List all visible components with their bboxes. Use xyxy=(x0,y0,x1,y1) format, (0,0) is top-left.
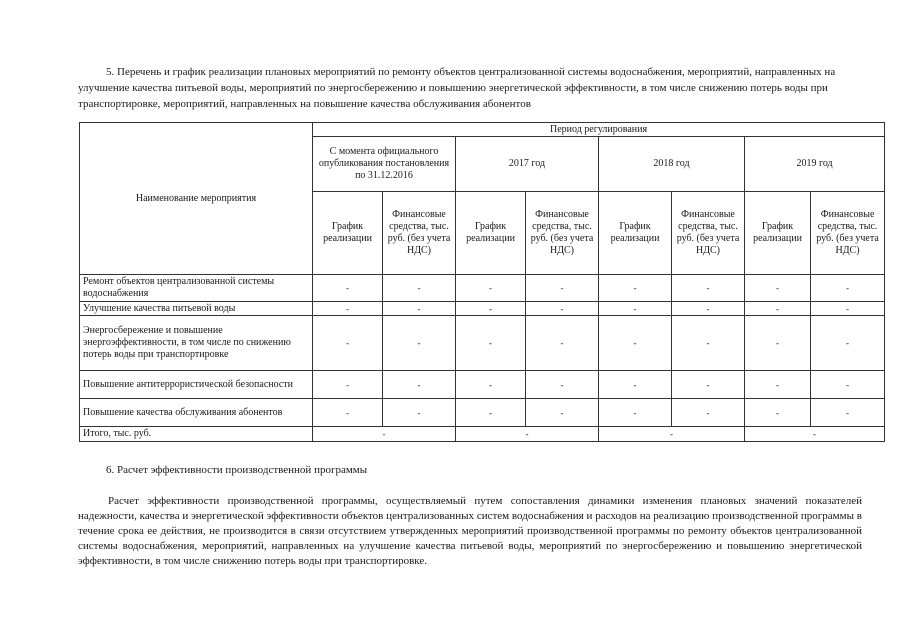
table-cell: - xyxy=(811,275,885,302)
period-header: Период регулирования xyxy=(313,123,885,137)
table-cell: - xyxy=(599,371,672,399)
table-cell: - xyxy=(526,275,599,302)
table-cell: - xyxy=(745,275,811,302)
table-cell: - xyxy=(383,371,456,399)
schedule-header: График реализации xyxy=(599,192,672,275)
finance-header: Финансовые средства, тыс. руб. (без учета НДС) xyxy=(526,192,599,275)
table-row xyxy=(80,316,885,371)
table-cell: - xyxy=(456,316,526,371)
total-label: Итого, тыс. руб. xyxy=(80,427,313,442)
schedule-header: График реализации xyxy=(745,192,811,275)
table-row xyxy=(80,371,885,399)
activity-name: Повышение антитеррористической безопасности xyxy=(80,371,313,399)
section5-heading: 5. Перечень и график реализации плановых мероприятий по ремонту объектов централизованной системы водоснабжения, мероприятий, направленных на улучшение качества питьевой воды, мероприятий по энергосбережению и повышению энергетической эффективности, в том числе снижению потерь воды при транспортировке, мероприятий, направленных на повышение качества обслуживания абонентов xyxy=(78,66,836,110)
table-cell: - xyxy=(383,399,456,427)
schedule-header: График реализации xyxy=(313,192,383,275)
table-cell: - xyxy=(599,302,672,316)
table-cell: - xyxy=(599,399,672,427)
table-cell: - xyxy=(526,316,599,371)
table-cell: - xyxy=(313,275,383,302)
total-cell: - xyxy=(456,427,599,442)
table-cell: - xyxy=(526,302,599,316)
period-header-2018: 2018 год xyxy=(599,137,745,192)
table-cell: - xyxy=(313,399,383,427)
schedule-header: График реализации xyxy=(456,192,526,275)
section6-heading: 6. Расчет эффективности производственной программы xyxy=(106,464,368,476)
table-cell: - xyxy=(672,316,745,371)
finance-header: Финансовые средства, тыс. руб. (без учета НДС) xyxy=(383,192,456,275)
table-cell: - xyxy=(313,371,383,399)
table-cell: - xyxy=(383,316,456,371)
section6-paragraph: Расчет эффективности производственной программы, осуществляемый путем сопоставления динамики изменения плановых значений показателей надежности, качества и энергетической эффективности объектов централизованных систем водоснабжения и расходов на реализацию производственной программы в течение срока ее действия, не производится в связи отсутствием утвержденных мероприятий производственной программы по ремонту объектов централизованной системы водоснабжения, мероприятий, направленных на улучшение качества питьевой воды, мероприятий по энергосбережению и повышению энергетической эффективности, в том числе снижению потерь воды при транспортировке. xyxy=(78,495,862,567)
table-cell: - xyxy=(456,399,526,427)
name-column-header: Наименование мероприятия xyxy=(80,123,313,275)
table-row xyxy=(80,275,885,302)
table-cell: - xyxy=(383,302,456,316)
table-row xyxy=(80,399,885,427)
activity-name: Энергосбережение и повышение энергоэффективности, в том числе по снижению потерь воды при транспортировке xyxy=(80,316,313,371)
table-cell: - xyxy=(745,316,811,371)
total-cell: - xyxy=(313,427,456,442)
table-cell: - xyxy=(313,302,383,316)
total-cell: - xyxy=(599,427,745,442)
table-cell: - xyxy=(672,275,745,302)
total-cell: - xyxy=(745,427,885,442)
table-cell: - xyxy=(811,399,885,427)
table-cell: - xyxy=(526,399,599,427)
plan-table xyxy=(79,122,885,442)
table-cell: - xyxy=(811,302,885,316)
period-header-initial: С момента официального опубликования постановления по 31.12.2016 xyxy=(313,137,456,192)
table-cell: - xyxy=(599,316,672,371)
table-cell: - xyxy=(745,371,811,399)
table-cell: - xyxy=(456,275,526,302)
table-cell: - xyxy=(313,316,383,371)
period-header-2019: 2019 год xyxy=(745,137,885,192)
table-cell: - xyxy=(672,302,745,316)
table-cell: - xyxy=(526,371,599,399)
table-cell: - xyxy=(745,399,811,427)
table-cell: - xyxy=(383,275,456,302)
table-cell: - xyxy=(672,371,745,399)
activity-name: Улучшение качества питьевой воды xyxy=(80,302,313,316)
table-cell: - xyxy=(599,275,672,302)
total-row xyxy=(80,427,885,442)
period-header-2017: 2017 год xyxy=(456,137,599,192)
table-cell: - xyxy=(811,316,885,371)
finance-header: Финансовые средства, тыс. руб. (без учета НДС) xyxy=(811,192,885,275)
table-cell: - xyxy=(456,302,526,316)
table-row xyxy=(80,302,885,316)
table-cell: - xyxy=(672,399,745,427)
table-cell: - xyxy=(811,371,885,399)
table-cell: - xyxy=(745,302,811,316)
activity-name: Повышение качества обслуживания абонентов xyxy=(80,399,313,427)
activity-name: Ремонт объектов централизованной системы водоснабжения xyxy=(80,275,313,302)
finance-header: Финансовые средства, тыс. руб. (без учета НДС) xyxy=(672,192,745,275)
table-cell: - xyxy=(456,371,526,399)
